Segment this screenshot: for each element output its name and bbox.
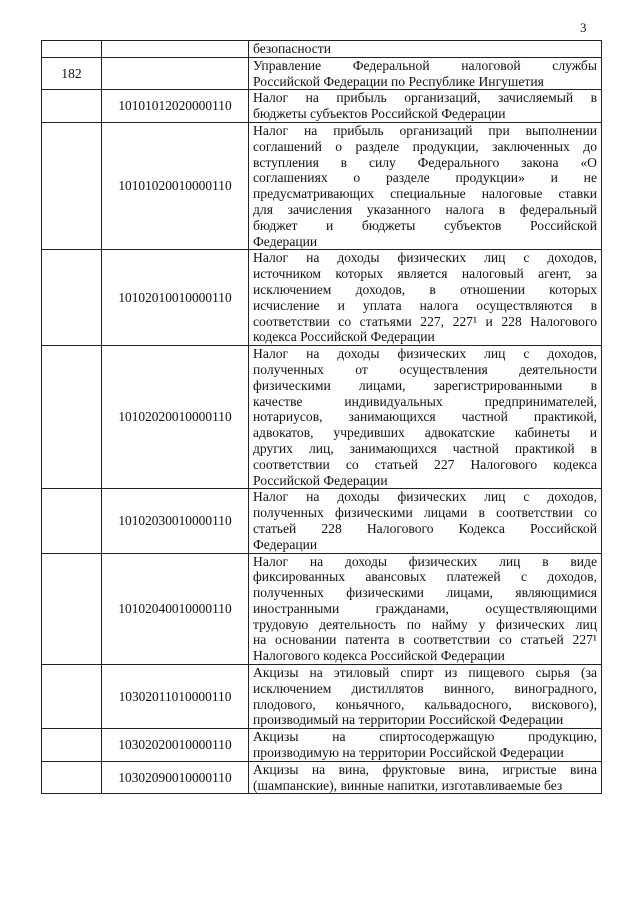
description-line: Налог на доходы физических лиц с доходов, xyxy=(253,250,597,266)
description-line: (шампанские), винные напитки, изготавливаемые без xyxy=(253,777,563,793)
table-row xyxy=(42,729,602,762)
description-line: адвокатов, учредивших адвокатские кабинеты и xyxy=(253,425,597,441)
admin-code-cell xyxy=(42,90,102,123)
description-line: вступления в силу Федерального закона «О xyxy=(253,154,597,170)
description-cell xyxy=(249,665,602,729)
budget-code-cell xyxy=(102,57,249,90)
table-row xyxy=(42,553,602,665)
admin-code-cell xyxy=(42,41,102,58)
description-line: нотариусов, занимающихся частной практикой, xyxy=(253,409,597,425)
description-cell xyxy=(249,553,602,665)
admin-code-cell xyxy=(42,346,102,489)
budget-code-cell: 10102010010000110 xyxy=(102,250,249,346)
description-line: других лиц, занимающихся частной практикой в xyxy=(253,440,597,456)
description-line: Налог на доходы физических лиц с доходов, xyxy=(253,346,597,362)
description-line: Налог на доходы физических лиц в виде xyxy=(253,553,597,569)
page-number: 3 xyxy=(580,20,587,35)
description-line: полученных физическими лицами, являющимися xyxy=(253,585,597,601)
budget-codes-table xyxy=(41,40,602,794)
description-line: соглашений о разделе продукции, заключенных до xyxy=(253,138,597,154)
description-line: производимую на территории Российской Федерации xyxy=(253,745,564,761)
description-cell xyxy=(249,761,602,794)
description-line: Российской Федерации по Республике Ингушетия xyxy=(253,73,544,89)
budget-code-cell: 10102030010000110 xyxy=(102,489,249,553)
admin-code-cell xyxy=(42,250,102,346)
description-line: Налог на прибыль организаций при выполнении xyxy=(253,122,597,138)
table-row xyxy=(42,665,602,729)
description-cell xyxy=(249,729,602,762)
description-line: на основании патента в соответствии со статьей 227¹ xyxy=(253,632,597,648)
description-line: соответствии со статьями 227, 227¹ и 228 Налогового xyxy=(253,313,597,329)
admin-code-cell xyxy=(42,761,102,794)
table-row xyxy=(42,57,602,90)
description-line: физическими лицами, зарегистрированными в xyxy=(253,377,597,393)
admin-code-cell xyxy=(42,729,102,762)
description-line: соответствии со статьей 227 Налогового кодекса xyxy=(253,456,597,472)
table-row xyxy=(42,489,602,553)
description-cell xyxy=(249,57,602,90)
description-line: исключением дистиллятов винного, виноградного, xyxy=(253,680,597,696)
budget-code-cell: 10102040010000110 xyxy=(102,553,249,665)
description-cell xyxy=(249,250,602,346)
description-line: фиксированных авансовых платежей с доходов, xyxy=(253,569,597,585)
description-line: Российской Федерации xyxy=(253,472,388,488)
admin-code-cell xyxy=(42,665,102,729)
admin-code-cell xyxy=(42,489,102,553)
description-cell xyxy=(249,346,602,489)
table-row xyxy=(42,761,602,794)
description-line: Акцизы на вина, фруктовые вина, игристые вина xyxy=(253,761,597,777)
description-line: Федерации xyxy=(253,536,318,552)
description-line: Акцизы на этиловый спирт из пищевого сырья (за xyxy=(253,665,597,681)
description-line: исключением доходов, в отношении которых xyxy=(253,281,597,297)
budget-code-cell: 10302011010000110 xyxy=(102,665,249,729)
description-line: бюджеты субъектов Российской Федерации xyxy=(253,106,506,122)
description-line: источником которых является налоговый агент, за xyxy=(253,266,597,282)
description-line: статьей 228 Налогового Кодекса Российской xyxy=(253,520,597,536)
admin-code-cell xyxy=(42,553,102,665)
table-row xyxy=(42,41,602,58)
description-line: Акцизы на спиртосодержащую продукцию, xyxy=(253,729,597,745)
budget-code-cell: 10101012020000110 xyxy=(102,90,249,123)
description-cell xyxy=(249,489,602,553)
budget-code-cell: 10101020010000110 xyxy=(102,122,249,249)
description-line: иностранными гражданами, осуществляющими xyxy=(253,600,597,616)
budget-code-cell: 10302020010000110 xyxy=(102,729,249,762)
description-line: Налог на доходы физических лиц с доходов, xyxy=(253,489,597,505)
description-line: кодекса Российской Федерации xyxy=(253,329,435,345)
budget-code-cell: 10302090010000110 xyxy=(102,761,249,794)
description-line: полученных от осуществления деятельности xyxy=(253,361,597,377)
description-line: производимый на территории Российской Федерации xyxy=(253,712,564,728)
description-line: полученных физическими лицами в соответствии со xyxy=(253,505,597,521)
description-line: бюджет и бюджеты субъектов Российской xyxy=(253,217,597,233)
description-line: Федерации xyxy=(253,233,318,249)
description-line: безопасности xyxy=(253,41,332,56)
budget-code-cell: 10102020010000110 xyxy=(102,346,249,489)
description-cell xyxy=(249,41,602,58)
table-row xyxy=(42,122,602,249)
description-line: плодового, коньячного, кальвадосного, вискового), xyxy=(253,696,597,712)
budget-code-cell xyxy=(102,41,249,58)
admin-code-cell xyxy=(42,122,102,249)
description-line: соглашениях о разделе продукции» и не xyxy=(253,170,597,186)
table-row xyxy=(42,250,602,346)
table-row xyxy=(42,346,602,489)
description-cell xyxy=(249,122,602,249)
description-cell xyxy=(249,90,602,123)
description-line: качестве индивидуальных предпринимателей, xyxy=(253,393,597,409)
description-line: исчисление и уплата налога осуществляются в xyxy=(253,297,597,313)
admin-code-cell: 182 xyxy=(42,57,102,90)
table-row xyxy=(42,90,602,123)
description-line: Налогового кодекса Российской Федерации xyxy=(253,648,505,664)
table-body xyxy=(42,41,602,794)
description-line: Налог на прибыль организаций, зачисляемый в xyxy=(253,90,597,106)
description-line: трудовую деятельность по найму у физических лиц xyxy=(253,616,597,632)
description-line: для зачисления указанного налога в федеральный xyxy=(253,201,597,217)
description-line: предусматривающих специальные налоговые ставки xyxy=(253,186,597,202)
description-line: Управление Федеральной налоговой службы xyxy=(253,57,597,73)
